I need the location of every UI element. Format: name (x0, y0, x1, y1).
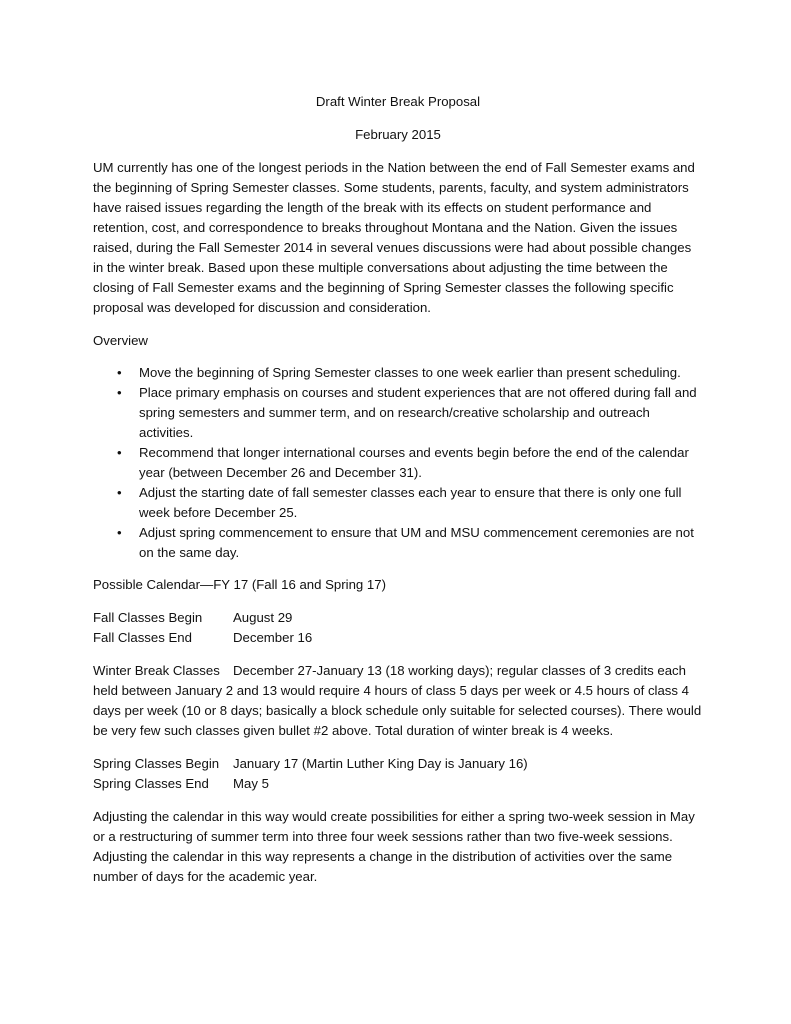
calendar-value: December 27-January 13 (18 working days); regular classes of 3 credits each held between January 2 and 13 would require 4 hours of class 5 days per week or 4.5 hours of class 4 days per week (10 or 8 days; basically a block schedule only suitable for selected courses). There would be very few such classes given bullet #2 above. Total duration of winter break is 4 weeks. (93, 663, 702, 738)
intro-paragraph: UM currently has one of the longest periods in the Nation between the end of Fall Semester exams and the beginning of Spring Semester classes. Some students, parents, faculty, and system administrators have raised issues regarding the length of the break with its effects on student performance and retention, cost, and correspondence to breaks throughout Montana and the Nation. Given the issues raised, during the Fall Semester 2014 in several venues discussions were had about possible changes in the winter break. Based upon these multiple conversations about adjusting the time between the closing of Fall Semester exams and the beginning of Spring Semester classes the following specific proposal was developed for discussion and consideration. (93, 160, 695, 315)
document-title: Draft Winter Break Proposal (315, 94, 481, 109)
winter-break-paragraph (93, 661, 703, 741)
calendar-value: December 16 (233, 630, 313, 645)
overview-list (93, 363, 703, 563)
document-date: February 2015 (355, 127, 441, 142)
calendar-heading: Possible Calendar—FY 17 (Fall 16 and Spring 17) (93, 577, 386, 592)
calendar-row (93, 774, 703, 794)
list-item: • Place primary emphasis on courses and student experiences that are not offered during fall and spring semesters and summer term, and on research/creative scholarship and outreach activities. (139, 383, 703, 443)
calendar-value: August 29 (233, 610, 293, 625)
calendar-label: Spring Classes End (93, 776, 209, 791)
document-page (93, 92, 703, 887)
list-item: • Move the beginning of Spring Semester classes to one week earlier than present scheduling. (139, 363, 703, 383)
list-item: • Recommend that longer international courses and events begin before the end of the calendar year (between December 26 and December 31). (139, 443, 703, 483)
calendar-row (93, 754, 703, 774)
overview-heading: Overview (93, 333, 148, 348)
list-item: • Adjust spring commencement to ensure that UM and MSU commencement ceremonies are not on the same day. (139, 523, 703, 563)
calendar-label: Fall Classes End (93, 630, 192, 645)
calendar-row (93, 608, 703, 628)
closing-paragraph: Adjusting the calendar in this way would create possibilities for either a spring two-week session in May or a restructuring of summer term into three four week sessions rather than two five-week sessions. Adjusting the calendar in this way represents a change in the distribution of activities over the same number of days for the academic year. (93, 809, 695, 884)
calendar-label: Spring Classes Begin (93, 756, 220, 771)
calendar-label: Fall Classes Begin (93, 610, 203, 625)
spring-dates (93, 754, 703, 794)
calendar-label: Winter Break Classes (93, 663, 220, 678)
calendar-value: May 5 (233, 776, 269, 791)
calendar-row (93, 628, 703, 648)
calendar-value: January 17 (Martin Luther King Day is January 16) (233, 756, 528, 771)
list-item: • Adjust the starting date of fall semester classes each year to ensure that there is only one full week before December 25. (139, 483, 703, 523)
fall-dates (93, 608, 703, 648)
